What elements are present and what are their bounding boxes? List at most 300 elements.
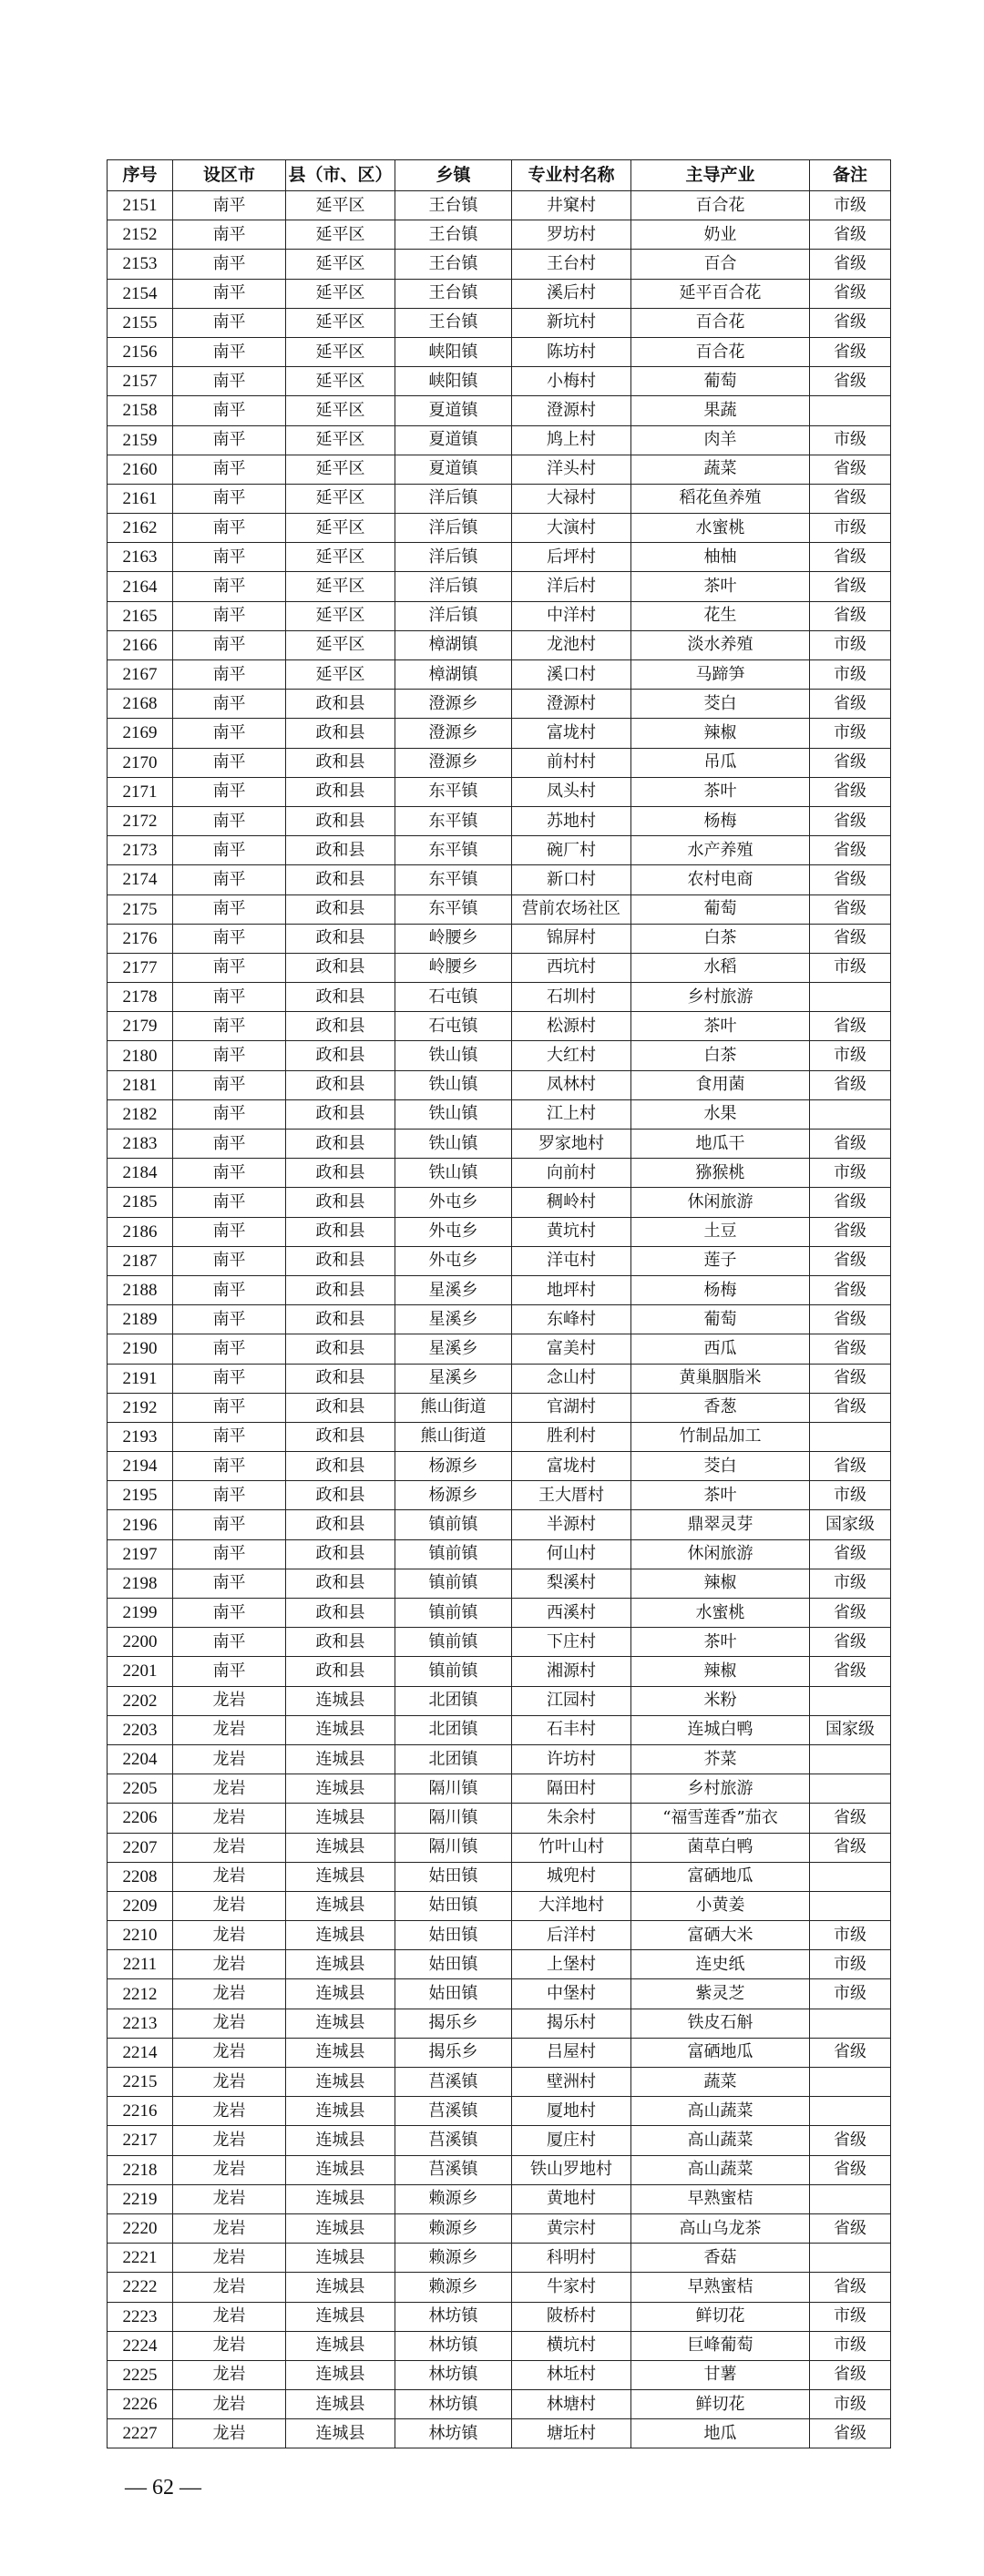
table-row — [108, 2184, 891, 2213]
cell-serial: 2156 — [108, 337, 173, 366]
table-row — [108, 337, 891, 366]
header-village: 专业村名称 — [512, 160, 631, 191]
cell-remark: 省级 — [810, 2126, 891, 2155]
cell-county: 政和县 — [286, 1510, 395, 1539]
cell-town: 赖源乡 — [395, 2273, 512, 2302]
cell-remark: 市级 — [810, 1979, 891, 2009]
cell-city: 南平 — [173, 1188, 286, 1217]
cell-city: 龙岩 — [173, 2273, 286, 2302]
cell-remark: 省级 — [810, 1452, 891, 1481]
cell-remark — [810, 2244, 891, 2273]
cell-city: 龙岩 — [173, 1979, 286, 2009]
cell-industry: 高山蔬菜 — [631, 2155, 810, 2184]
cell-serial: 2166 — [108, 630, 173, 659]
cell-serial: 2188 — [108, 1275, 173, 1304]
header-town: 乡镇 — [395, 160, 512, 191]
cell-city: 龙岩 — [173, 2068, 286, 2097]
cell-remark: 省级 — [810, 2213, 891, 2243]
cell-village: 壁洲村 — [512, 2068, 631, 2097]
cell-industry: 吊瓜 — [631, 748, 810, 777]
cell-county: 连城县 — [286, 1921, 395, 1950]
table-row — [108, 2038, 891, 2067]
cell-serial: 2185 — [108, 1188, 173, 1217]
cell-remark: 省级 — [810, 777, 891, 806]
table-row — [108, 367, 891, 396]
cell-village: 小梅村 — [512, 367, 631, 396]
cell-remark: 市级 — [810, 2331, 891, 2360]
table-row — [108, 983, 891, 1012]
cell-village: 横坑村 — [512, 2331, 631, 2360]
cell-remark: 省级 — [810, 1657, 891, 1686]
cell-town: 隔川镇 — [395, 1833, 512, 1862]
cell-industry: 甘薯 — [631, 2360, 810, 2389]
cell-serial: 2165 — [108, 601, 173, 630]
table-row — [108, 2126, 891, 2155]
cell-industry: 马蹄笋 — [631, 660, 810, 690]
cell-serial: 2157 — [108, 367, 173, 396]
cell-town: 姑田镇 — [395, 1891, 512, 1920]
table-row — [108, 2068, 891, 2097]
cell-industry: 茭白 — [631, 690, 810, 719]
cell-city: 南平 — [173, 719, 286, 748]
cell-town: 石屯镇 — [395, 983, 512, 1012]
cell-serial: 2163 — [108, 543, 173, 572]
cell-county: 延平区 — [286, 308, 395, 337]
cell-town: 王台镇 — [395, 220, 512, 250]
cell-village: 念山村 — [512, 1364, 631, 1393]
cell-serial: 2152 — [108, 220, 173, 250]
cell-serial: 2224 — [108, 2331, 173, 2360]
cell-town: 林坊镇 — [395, 2419, 512, 2448]
cell-serial: 2184 — [108, 1159, 173, 1188]
cell-town: 镇前镇 — [395, 1510, 512, 1539]
cell-town: 洋后镇 — [395, 484, 512, 513]
table-row — [108, 2390, 891, 2419]
cell-serial: 2198 — [108, 1569, 173, 1598]
cell-village: 苏地村 — [512, 806, 631, 835]
cell-remark: 市级 — [810, 191, 891, 220]
table-row — [108, 2302, 891, 2331]
cell-city: 龙岩 — [173, 1715, 286, 1744]
cell-city: 南平 — [173, 630, 286, 659]
cell-industry: 西瓜 — [631, 1334, 810, 1364]
table-row — [108, 2360, 891, 2389]
cell-county: 政和县 — [286, 1539, 395, 1569]
cell-industry: 连城白鸭 — [631, 1715, 810, 1744]
table-row — [108, 2273, 891, 2302]
cell-remark: 市级 — [810, 2302, 891, 2331]
header-row — [108, 160, 891, 191]
cell-remark: 省级 — [810, 865, 891, 894]
cell-industry: 百合花 — [631, 337, 810, 366]
table-row — [108, 1539, 891, 1569]
cell-serial: 2178 — [108, 983, 173, 1012]
village-table — [107, 159, 891, 2448]
table-row — [108, 719, 891, 748]
cell-county: 政和县 — [286, 1628, 395, 1657]
cell-remark — [810, 1891, 891, 1920]
cell-county: 连城县 — [286, 1862, 395, 1891]
cell-remark: 市级 — [810, 425, 891, 455]
cell-serial: 2197 — [108, 1539, 173, 1569]
cell-remark — [810, 396, 891, 425]
cell-county: 连城县 — [286, 2009, 395, 2038]
cell-village: 鸠上村 — [512, 425, 631, 455]
cell-village: 王大厝村 — [512, 1481, 631, 1510]
cell-remark — [810, 1862, 891, 1891]
cell-remark: 省级 — [810, 308, 891, 337]
cell-county: 连城县 — [286, 1774, 395, 1804]
cell-city: 南平 — [173, 308, 286, 337]
cell-town: 莒溪镇 — [395, 2126, 512, 2155]
table-row — [108, 2331, 891, 2360]
cell-serial: 2151 — [108, 191, 173, 220]
cell-town: 林坊镇 — [395, 2360, 512, 2389]
cell-city: 南平 — [173, 894, 286, 924]
cell-village: 罗坊村 — [512, 220, 631, 250]
cell-industry: 茶叶 — [631, 1012, 810, 1041]
table-body — [108, 191, 891, 2448]
cell-town: 熊山街道 — [395, 1393, 512, 1422]
cell-city: 南平 — [173, 1599, 286, 1628]
header-remark: 备注 — [810, 160, 891, 191]
cell-serial: 2182 — [108, 1099, 173, 1129]
cell-industry: 柚柚 — [631, 543, 810, 572]
cell-industry: 百合花 — [631, 308, 810, 337]
cell-village: 凤林村 — [512, 1070, 631, 1099]
table-row — [108, 953, 891, 982]
cell-remark: 省级 — [810, 1539, 891, 1569]
cell-city: 龙岩 — [173, 1686, 286, 1715]
cell-county: 连城县 — [286, 2302, 395, 2331]
cell-remark: 省级 — [810, 806, 891, 835]
cell-county: 政和县 — [286, 1188, 395, 1217]
table-row — [108, 806, 891, 835]
cell-county: 政和县 — [286, 1599, 395, 1628]
cell-town: 铁山镇 — [395, 1099, 512, 1129]
cell-city: 南平 — [173, 250, 286, 279]
cell-county: 政和县 — [286, 1305, 395, 1334]
table-row — [108, 2244, 891, 2273]
cell-remark: 省级 — [810, 924, 891, 953]
cell-city: 龙岩 — [173, 1950, 286, 1979]
cell-industry: 高山蔬菜 — [631, 2126, 810, 2155]
cell-county: 连城县 — [286, 2213, 395, 2243]
cell-county: 连城县 — [286, 2390, 395, 2419]
cell-serial: 2226 — [108, 2390, 173, 2419]
cell-town: 外屯乡 — [395, 1246, 512, 1275]
cell-remark: 市级 — [810, 1481, 891, 1510]
cell-village: 澄源村 — [512, 690, 631, 719]
cell-remark: 省级 — [810, 894, 891, 924]
cell-town: 莒溪镇 — [395, 2068, 512, 2097]
cell-city: 南平 — [173, 1657, 286, 1686]
cell-town: 姑田镇 — [395, 1950, 512, 1979]
cell-village: 井窠村 — [512, 191, 631, 220]
cell-industry: 鼎翠灵芽 — [631, 1510, 810, 1539]
table-row — [108, 191, 891, 220]
cell-serial: 2187 — [108, 1246, 173, 1275]
cell-city: 南平 — [173, 1246, 286, 1275]
cell-city: 龙岩 — [173, 1921, 286, 1950]
table-row — [108, 1657, 891, 1686]
table-row — [108, 1833, 891, 1862]
cell-city: 龙岩 — [173, 2331, 286, 2360]
cell-city: 龙岩 — [173, 2302, 286, 2331]
table-row — [108, 1921, 891, 1950]
table-row — [108, 924, 891, 953]
cell-county: 连城县 — [286, 1833, 395, 1862]
cell-village: 碗厂村 — [512, 836, 631, 865]
table-row — [108, 396, 891, 425]
cell-village: 上堡村 — [512, 1950, 631, 1979]
cell-serial: 2162 — [108, 514, 173, 543]
cell-industry: 杨梅 — [631, 1275, 810, 1304]
cell-industry: 地瓜 — [631, 2419, 810, 2448]
cell-county: 连城县 — [286, 2038, 395, 2067]
cell-village: 洋屯村 — [512, 1246, 631, 1275]
cell-industry: 富硒地瓜 — [631, 2038, 810, 2067]
cell-village: 凤头村 — [512, 777, 631, 806]
cell-village: 王台村 — [512, 250, 631, 279]
cell-town: 夏道镇 — [395, 396, 512, 425]
cell-city: 南平 — [173, 1012, 286, 1041]
table-row — [108, 1715, 891, 1744]
cell-industry: 茭白 — [631, 1452, 810, 1481]
cell-serial: 2219 — [108, 2184, 173, 2213]
cell-remark: 省级 — [810, 2273, 891, 2302]
cell-industry: 食用菌 — [631, 1070, 810, 1099]
table-row — [108, 1364, 891, 1393]
cell-village: 大演村 — [512, 514, 631, 543]
cell-town: 星溪乡 — [395, 1305, 512, 1334]
table-row — [108, 2097, 891, 2126]
cell-remark: 国家级 — [810, 1715, 891, 1744]
cell-city: 南平 — [173, 1070, 286, 1099]
cell-industry: 蔬菜 — [631, 455, 810, 484]
cell-town: 镇前镇 — [395, 1628, 512, 1657]
cell-serial: 2183 — [108, 1130, 173, 1159]
cell-county: 政和县 — [286, 894, 395, 924]
cell-industry: 小黄姜 — [631, 1891, 810, 1920]
cell-serial: 2159 — [108, 425, 173, 455]
cell-county: 延平区 — [286, 484, 395, 513]
table-row — [108, 572, 891, 601]
cell-county: 政和县 — [286, 1393, 395, 1422]
cell-remark: 省级 — [810, 1217, 891, 1246]
cell-village: 溪后村 — [512, 279, 631, 308]
cell-industry: 鲜切花 — [631, 2302, 810, 2331]
cell-village: 大红村 — [512, 1041, 631, 1070]
table-row — [108, 1686, 891, 1715]
cell-remark: 省级 — [810, 2155, 891, 2184]
cell-town: 铁山镇 — [395, 1070, 512, 1099]
cell-industry: 茶叶 — [631, 1628, 810, 1657]
cell-county: 政和县 — [286, 924, 395, 953]
cell-serial: 2164 — [108, 572, 173, 601]
cell-village: 江园村 — [512, 1686, 631, 1715]
cell-remark — [810, 1686, 891, 1715]
cell-city: 南平 — [173, 806, 286, 835]
cell-town: 赖源乡 — [395, 2184, 512, 2213]
cell-serial: 2189 — [108, 1305, 173, 1334]
cell-county: 连城县 — [286, 2244, 395, 2273]
cell-town: 镇前镇 — [395, 1657, 512, 1686]
cell-town: 夏道镇 — [395, 455, 512, 484]
cell-county: 政和县 — [286, 806, 395, 835]
cell-serial: 2191 — [108, 1364, 173, 1393]
cell-remark: 市级 — [810, 1159, 891, 1188]
cell-town: 铁山镇 — [395, 1130, 512, 1159]
table-row — [108, 1422, 891, 1451]
cell-village: 西坑村 — [512, 953, 631, 982]
cell-village: 湘源村 — [512, 1657, 631, 1686]
cell-town: 东平镇 — [395, 777, 512, 806]
cell-serial: 2215 — [108, 2068, 173, 2097]
cell-industry: “福雪莲香”茄衣 — [631, 1804, 810, 1833]
cell-city: 南平 — [173, 1364, 286, 1393]
cell-town: 隔川镇 — [395, 1774, 512, 1804]
cell-serial: 2216 — [108, 2097, 173, 2126]
cell-town: 林坊镇 — [395, 2302, 512, 2331]
cell-serial: 2196 — [108, 1510, 173, 1539]
cell-serial: 2203 — [108, 1715, 173, 1744]
cell-town: 澄源乡 — [395, 690, 512, 719]
cell-industry: 竹制品加工 — [631, 1422, 810, 1451]
cell-town: 东平镇 — [395, 806, 512, 835]
cell-serial: 2190 — [108, 1334, 173, 1364]
cell-serial: 2158 — [108, 396, 173, 425]
cell-city: 南平 — [173, 865, 286, 894]
cell-city: 南平 — [173, 1217, 286, 1246]
cell-remark — [810, 983, 891, 1012]
table-row — [108, 1804, 891, 1833]
cell-industry: 鲜切花 — [631, 2390, 810, 2419]
cell-town: 澄源乡 — [395, 719, 512, 748]
cell-village: 朱余村 — [512, 1804, 631, 1833]
cell-industry: 辣椒 — [631, 1657, 810, 1686]
cell-town: 赖源乡 — [395, 2244, 512, 2273]
cell-industry: 蔬菜 — [631, 2068, 810, 2097]
cell-serial: 2213 — [108, 2009, 173, 2038]
cell-county: 连城县 — [286, 2419, 395, 2448]
cell-county: 政和县 — [286, 1246, 395, 1275]
cell-village: 松源村 — [512, 1012, 631, 1041]
cell-remark — [810, 1099, 891, 1129]
cell-city: 南平 — [173, 514, 286, 543]
cell-industry: 水蜜桃 — [631, 514, 810, 543]
cell-remark: 市级 — [810, 660, 891, 690]
cell-serial: 2225 — [108, 2360, 173, 2389]
cell-serial: 2207 — [108, 1833, 173, 1862]
cell-county: 政和县 — [286, 1217, 395, 1246]
cell-village: 林坵村 — [512, 2360, 631, 2389]
table-row — [108, 1246, 891, 1275]
cell-town: 隔川镇 — [395, 1804, 512, 1833]
cell-village: 黄宗村 — [512, 2213, 631, 2243]
cell-serial: 2173 — [108, 836, 173, 865]
cell-county: 延平区 — [286, 367, 395, 396]
cell-county: 连城县 — [286, 2273, 395, 2302]
cell-city: 南平 — [173, 1510, 286, 1539]
cell-village: 吕屋村 — [512, 2038, 631, 2067]
cell-industry: 农村电商 — [631, 865, 810, 894]
cell-city: 南平 — [173, 1481, 286, 1510]
cell-city: 南平 — [173, 601, 286, 630]
cell-industry: 紫灵芝 — [631, 1979, 810, 2009]
cell-county: 延平区 — [286, 543, 395, 572]
cell-county: 延平区 — [286, 601, 395, 630]
table-row — [108, 484, 891, 513]
cell-town: 东平镇 — [395, 865, 512, 894]
cell-industry: 富硒地瓜 — [631, 1862, 810, 1891]
cell-town: 熊山街道 — [395, 1422, 512, 1451]
cell-village: 胜利村 — [512, 1422, 631, 1451]
cell-remark: 省级 — [810, 1305, 891, 1334]
cell-city: 南平 — [173, 1130, 286, 1159]
cell-village: 前村村 — [512, 748, 631, 777]
cell-remark: 省级 — [810, 1070, 891, 1099]
table-row — [108, 865, 891, 894]
cell-town: 岭腰乡 — [395, 953, 512, 982]
cell-industry: 水果 — [631, 1099, 810, 1129]
cell-industry: 肉羊 — [631, 425, 810, 455]
cell-town: 石屯镇 — [395, 1012, 512, 1041]
cell-town: 姑田镇 — [395, 1921, 512, 1950]
cell-village: 牛家村 — [512, 2273, 631, 2302]
cell-remark: 省级 — [810, 1599, 891, 1628]
table-row — [108, 2155, 891, 2184]
cell-county: 延平区 — [286, 250, 395, 279]
cell-serial: 2153 — [108, 250, 173, 279]
cell-industry: 辣椒 — [631, 1569, 810, 1598]
cell-town: 东平镇 — [395, 836, 512, 865]
cell-remark: 省级 — [810, 1393, 891, 1422]
cell-remark: 市级 — [810, 1569, 891, 1598]
cell-city: 南平 — [173, 924, 286, 953]
cell-serial: 2214 — [108, 2038, 173, 2067]
cell-village: 洋头村 — [512, 455, 631, 484]
cell-village: 城兜村 — [512, 1862, 631, 1891]
table-row — [108, 250, 891, 279]
cell-remark: 省级 — [810, 279, 891, 308]
cell-serial: 2168 — [108, 690, 173, 719]
cell-serial: 2222 — [108, 2273, 173, 2302]
cell-remark — [810, 2184, 891, 2213]
cell-city: 南平 — [173, 1334, 286, 1364]
cell-village: 大洋地村 — [512, 1891, 631, 1920]
cell-remark: 省级 — [810, 1188, 891, 1217]
cell-county: 连城县 — [286, 2126, 395, 2155]
cell-industry: 早熟蜜桔 — [631, 2273, 810, 2302]
cell-city: 南平 — [173, 1099, 286, 1129]
cell-industry: 杨梅 — [631, 806, 810, 835]
cell-city: 龙岩 — [173, 2126, 286, 2155]
cell-town: 外屯乡 — [395, 1188, 512, 1217]
cell-remark: 市级 — [810, 1041, 891, 1070]
cell-village: 澄源村 — [512, 396, 631, 425]
cell-industry: 乡村旅游 — [631, 1774, 810, 1804]
cell-village: 溪口村 — [512, 660, 631, 690]
cell-remark: 省级 — [810, 337, 891, 366]
cell-town: 洋后镇 — [395, 572, 512, 601]
table-row — [108, 690, 891, 719]
cell-city: 龙岩 — [173, 2244, 286, 2273]
cell-serial: 2170 — [108, 748, 173, 777]
table-row — [108, 1774, 891, 1804]
cell-industry: 延平百合花 — [631, 279, 810, 308]
cell-county: 延平区 — [286, 455, 395, 484]
